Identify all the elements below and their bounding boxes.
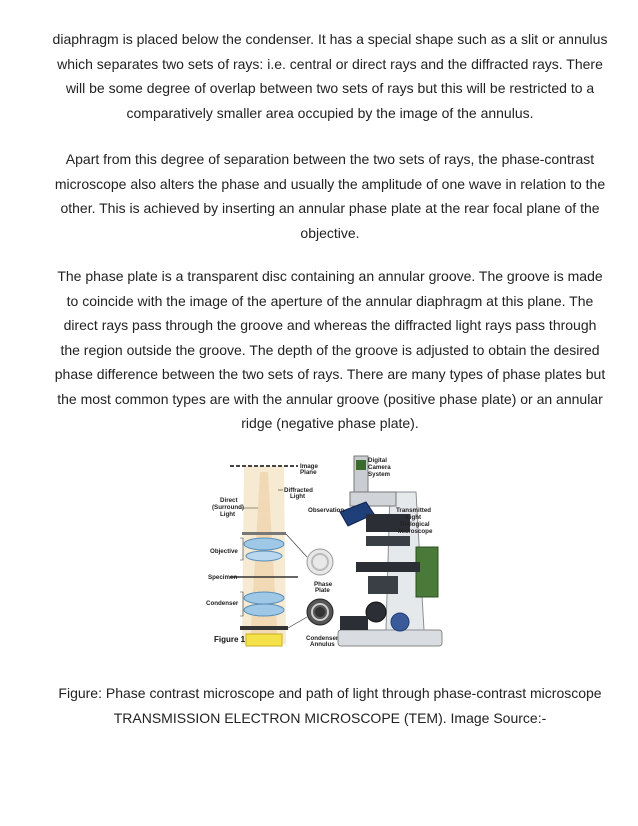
label-digital-3: System: [368, 471, 391, 478]
label-direct-3: Light: [220, 511, 236, 518]
figure-caption: Figure: Phase contrast microscope and path of light through phase-contrast microscope TRANSMISSION ELECTRON MICROSCOPE (TEM). Image Source:-: [58, 685, 602, 726]
label-specimen: Specimen: [208, 574, 238, 581]
microscope-base: [338, 630, 442, 646]
condenser-lens-lower: [244, 604, 284, 616]
figure-title: Figure 1: [214, 635, 246, 644]
paragraph-diaphragm: diaphragm is placed below the condenser. It has a special shape such as a slit or annulus which separates two sets of rays: i.e. central or direct rays and the diffracted rays. There will be some degree of overlap between two sets of rays but this will be restricted to a comparatively smaller area occupied by the image of the annulus.: [52, 31, 608, 121]
lamp-housing: [391, 613, 409, 631]
label-direct-1: Direct: [220, 497, 238, 504]
paragraph-phase-separation: Apart from this degree of separation between the two sets of rays, the phase-contrast microscope also alters the phase and usually the amplitude of one wave in relation to the other. This is achieved by inserting an annular phase plate at the rear focal plane of the objective.: [54, 151, 606, 241]
objective-lens-lower: [246, 551, 282, 561]
stage: [356, 562, 420, 572]
condenser-lens: [244, 592, 284, 604]
objective-lens: [244, 538, 284, 550]
label-condenser-annulus-1: Condenser: [306, 635, 339, 642]
label-diffracted-1: Diffracted: [284, 487, 313, 494]
label-digital-1: Digital: [368, 457, 387, 464]
label-direct-2: (Surround): [212, 504, 244, 511]
label-phase-plate-2: Plate: [315, 587, 330, 594]
label-transmitted-3: Biological: [400, 521, 430, 528]
paragraph-phase-plate: The phase plate is a transparent disc containing an annular groove. The groove is made to coincide with the image of the aperture of the annular diaphragm at this plane. The direct rays pass through the groove and whereas the diffracted light rays pass through the region outside the groove. The depth of the groove is adjusted to obtain the desired phase difference between the two sets of rays. There are many types of phase plates but the most common types are with the annular groove (positive phase plate) or an annular ridge (negative phase plate).: [54, 268, 606, 431]
phase-plate-disc: [307, 549, 333, 575]
label-observation: Observation: [308, 507, 345, 514]
label-digital-2: Camera: [368, 464, 391, 471]
label-condenser-annulus-2: Annulus: [310, 641, 335, 648]
light-port: [340, 616, 368, 630]
label-transmitted-2: Light: [406, 514, 422, 521]
phase-plate-bar: [242, 532, 286, 535]
label-image-plane-1: Image: [300, 463, 318, 470]
label-transmitted-1: Transmitted: [396, 507, 432, 514]
label-objective: Objective: [210, 548, 238, 555]
phase-contrast-figure: [190, 452, 450, 657]
microscope-diagram: [190, 452, 450, 657]
annulus-bar: [240, 626, 288, 630]
label-image-plane-2: Plane: [300, 469, 317, 476]
condenser-housing: [368, 576, 398, 594]
nosepiece: [366, 536, 410, 546]
label-diffracted-2: Light: [290, 493, 306, 500]
label-phase-plate-1: Phase: [314, 581, 333, 588]
lamp: [246, 634, 282, 646]
camera-mount: [350, 492, 396, 506]
focus-knob: [366, 602, 386, 622]
label-condenser: Condenser: [206, 600, 239, 607]
label-transmitted-4: Microscope: [398, 528, 433, 535]
